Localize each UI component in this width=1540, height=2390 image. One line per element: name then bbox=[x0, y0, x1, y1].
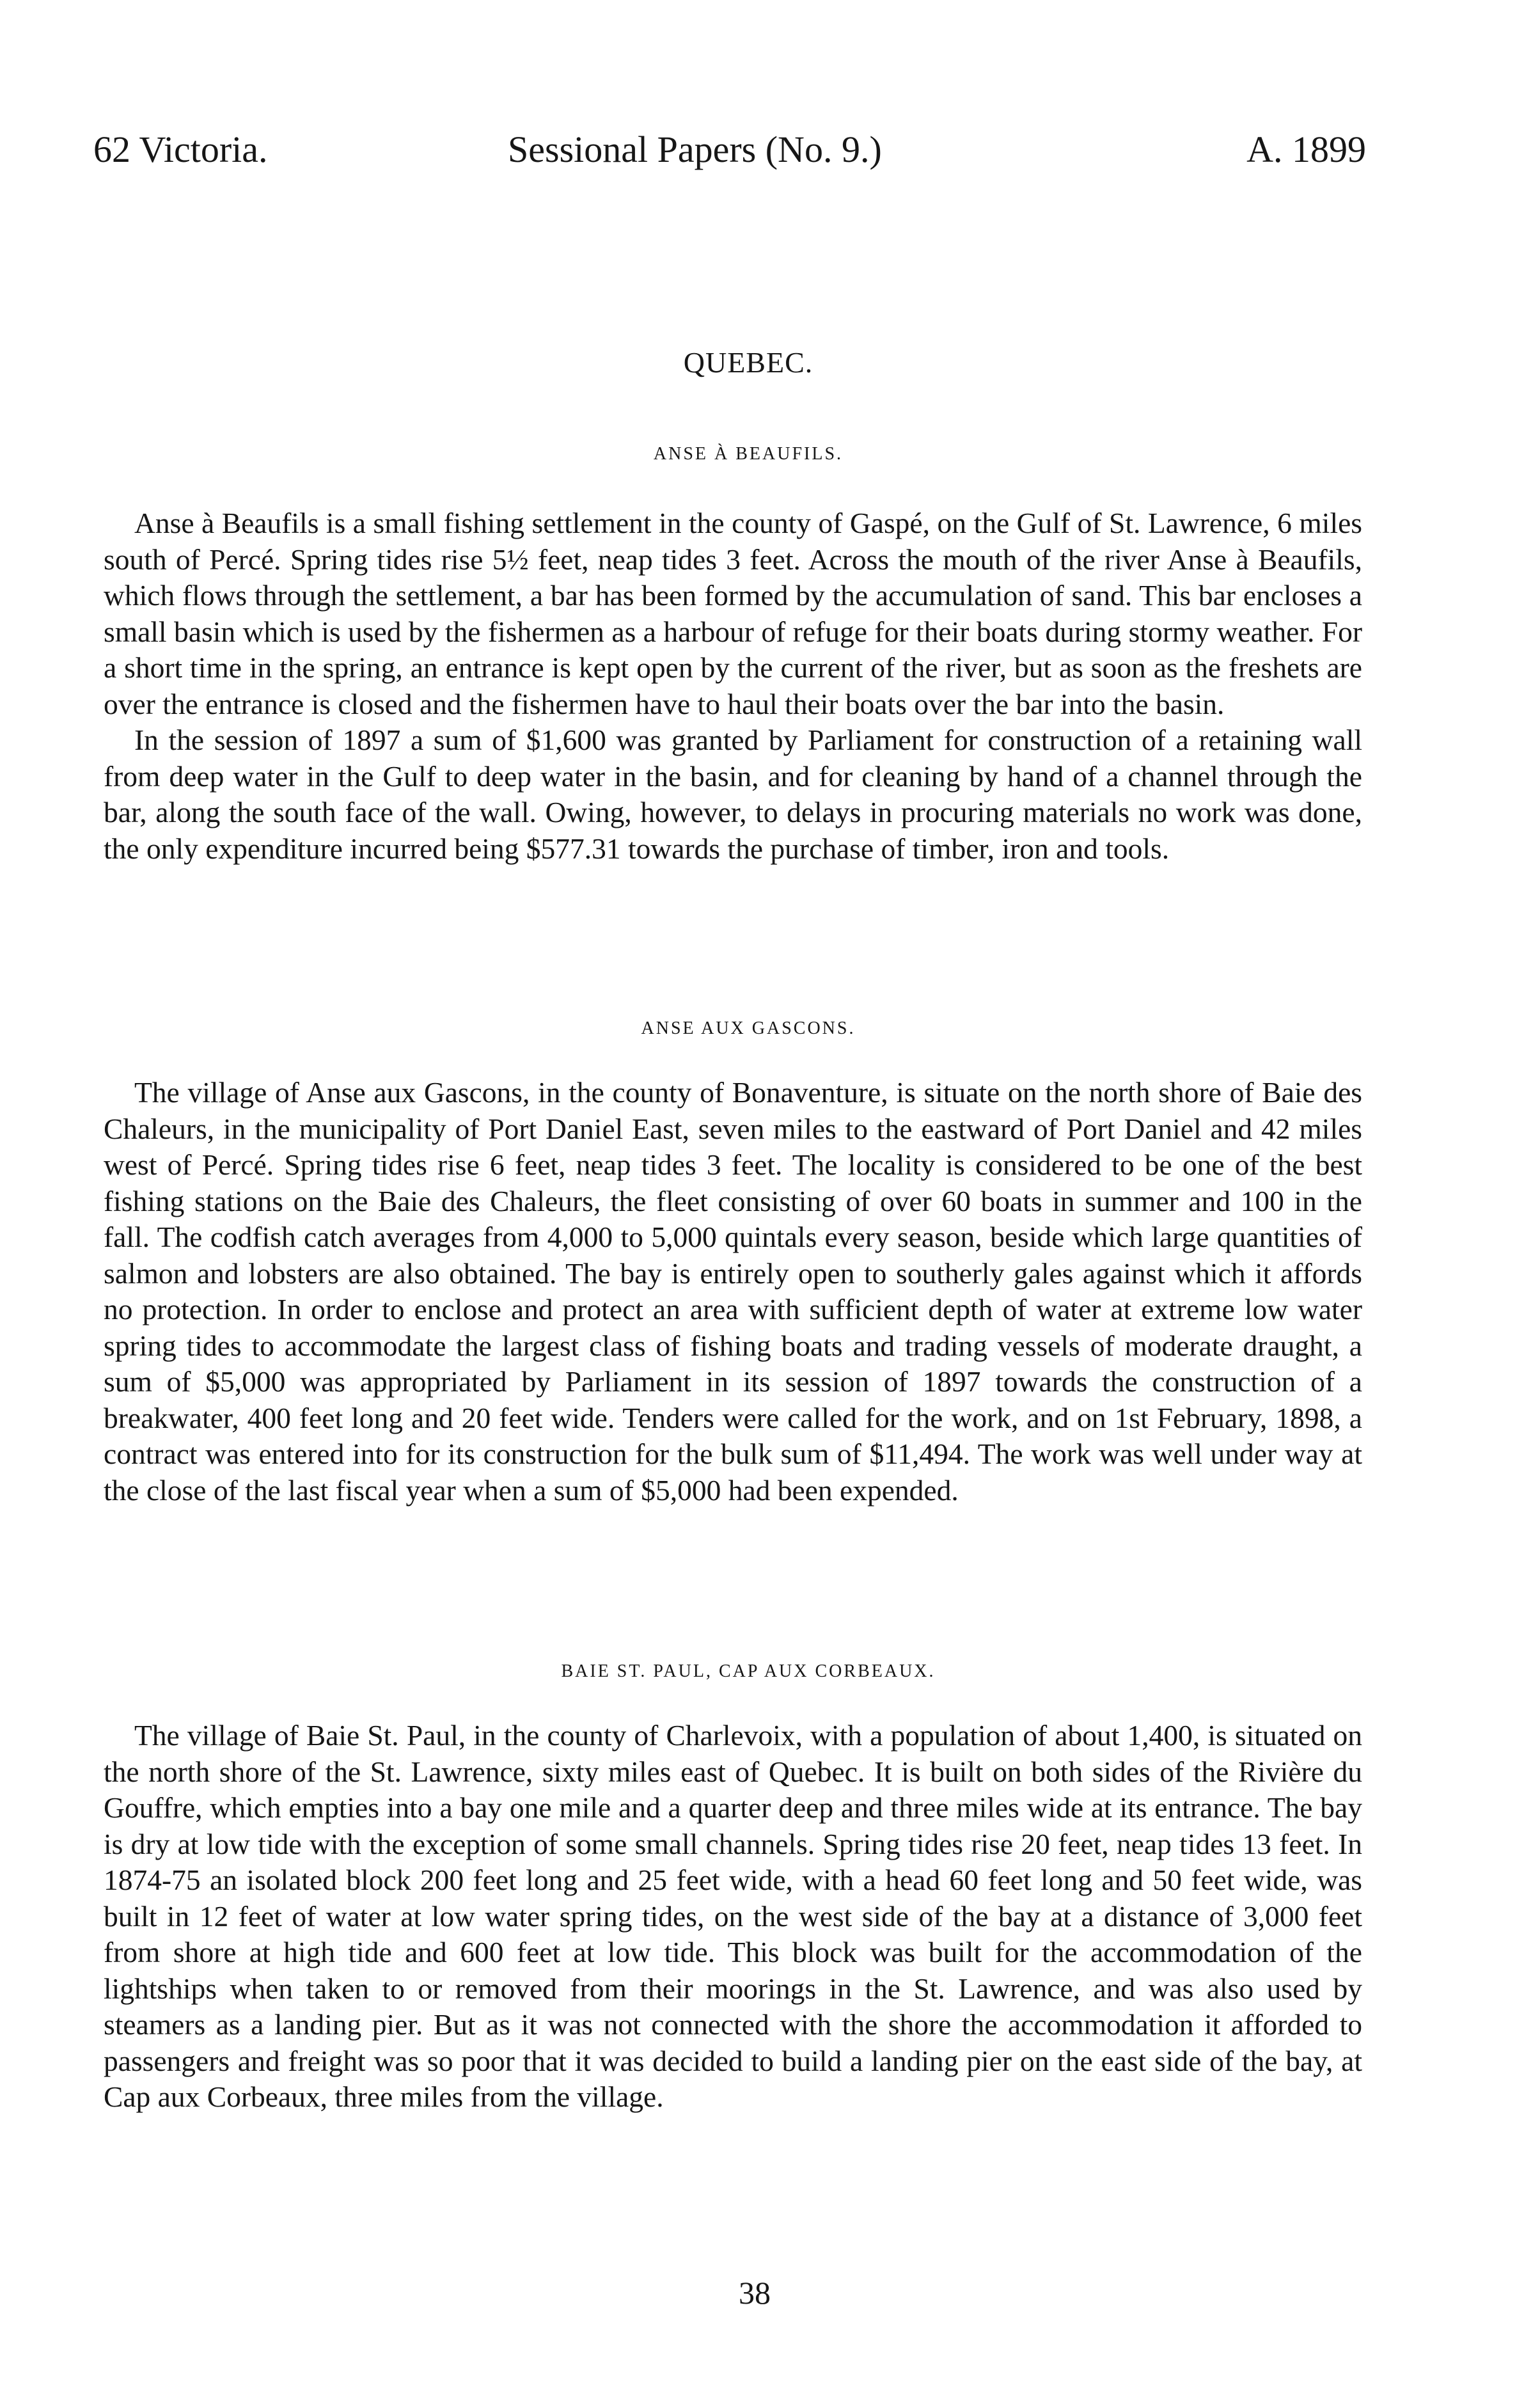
paragraph: The village of Baie St. Paul, in the county of Charlevoix, with a population of about 1,400, is situated on the north shore of the St. Lawrence, sixty miles east of Quebec. It is built on both sides of the Rivière du Gouffre, which empties into a bay one mile and a quarter deep and three miles wide at its entrance. The bay is dry at low tide with the exception of some small channels. Spring tides rise 20 feet, neap tides 13 feet. In 1874-75 an isolated block 200 feet long and 25 feet wide, with a head 60 feet long and 50 feet wide, was built in 12 feet of water at low water spring tides, on the west side of the bay at a distance of 3,000 feet from shore at high tide and 600 feet at low tide. This block was built for the accommodation of the lightships when taken to or removed from their moorings in the St. Lawrence, and was also used by steamers as a landing pier. But as it was not connected with the shore the accommodation it afforded to passengers and freight was so poor that it was decided to build a landing pier on the east side of the bay, at Cap aux Corbeaux, three miles from the village. bbox=[104, 1719, 1362, 2113]
section-body-anse-a-beaufils bbox=[104, 505, 1362, 867]
paragraph: Anse à Beaufils is a small fishing settlement in the county of Gaspé, on the Gulf of St. Lawrence, 6 miles south of Percé. Spring tides rise 5½ feet, neap tides 3 feet. Across the mouth of the river Anse à Beaufils, which flows through the settlement, a bar has been formed by the accumulation of sand. This bar encloses a small basin which is used by the fishermen as a harbour of refuge for their boats during stormy weather. For a short time in the spring, an entrance is kept open by the current of the river, but as soon as the freshets are over the entrance is closed and the fishermen have to haul their boats over the bar into the basin. bbox=[104, 507, 1362, 720]
page-number: 38 bbox=[739, 2275, 771, 2311]
section-heading-anse-a-beaufils: ANSE À BEAUFILS. bbox=[653, 444, 844, 464]
paragraph: In the session of 1897 a sum of $1,600 was granted by Parliament for construction of a retaining wall from deep water in the Gulf to deep water in the basin, and for cleaning by hand of a channel through the bar, along the south face of the wall. Owing, however, to delays in procuring materials no work was done, the only expenditure incurred being $577.31 towards the purchase of timber, iron and tools. bbox=[104, 724, 1362, 865]
section-body-anse-aux-gascons bbox=[104, 1075, 1362, 1508]
header-series: Sessional Papers (No. 9.) bbox=[508, 129, 882, 170]
section-heading-anse-aux-gascons: ANSE AUX GASCONS. bbox=[641, 1018, 856, 1038]
paragraph: The village of Anse aux Gascons, in the county of Bonaventure, is situate on the north shore of Baie des Chaleurs, in the municipality of Port Daniel East, seven miles to the eastward of Port Daniel and 42 miles west of Percé. Spring tides rise 6 feet, neap tides 3 feet. The locality is considered to be one of the best fishing stations on the Baie des Chaleurs, the fleet consisting of over 60 boats in summer and 100 in the fall. The codfish catch averages from 4,000 to 5,000 quintals every season, beside which large quantities of salmon and lobsters are also obtained. The bay is entirely open to southerly gales against which it affords no protection. In order to enclose and protect an area with sufficient depth of water at extreme low water spring tides to accommodate the largest class of fishing boats and trading vessels of moderate draught, a sum of $5,000 was appropriated by Parliament in its session of 1897 towards the construction of a breakwater, 400 feet long and 20 feet wide. Tenders were called for the work, and on 1st February, 1898, a contract was entered into for its construction for the bulk sum of $11,494. The work was well under way at the close of the last fiscal year when a sum of $5,000 had been expended. bbox=[104, 1076, 1362, 1507]
header-session: 62 Victoria. bbox=[93, 129, 268, 170]
section-body-baie-st-paul bbox=[104, 1718, 1362, 2116]
page-title: QUEBEC. bbox=[683, 346, 813, 379]
header-year: A. 1899 bbox=[1246, 129, 1366, 170]
section-heading-baie-st-paul: BAIE ST. PAUL, CAP AUX CORBEAUX. bbox=[561, 1661, 936, 1681]
running-header bbox=[93, 128, 1366, 179]
